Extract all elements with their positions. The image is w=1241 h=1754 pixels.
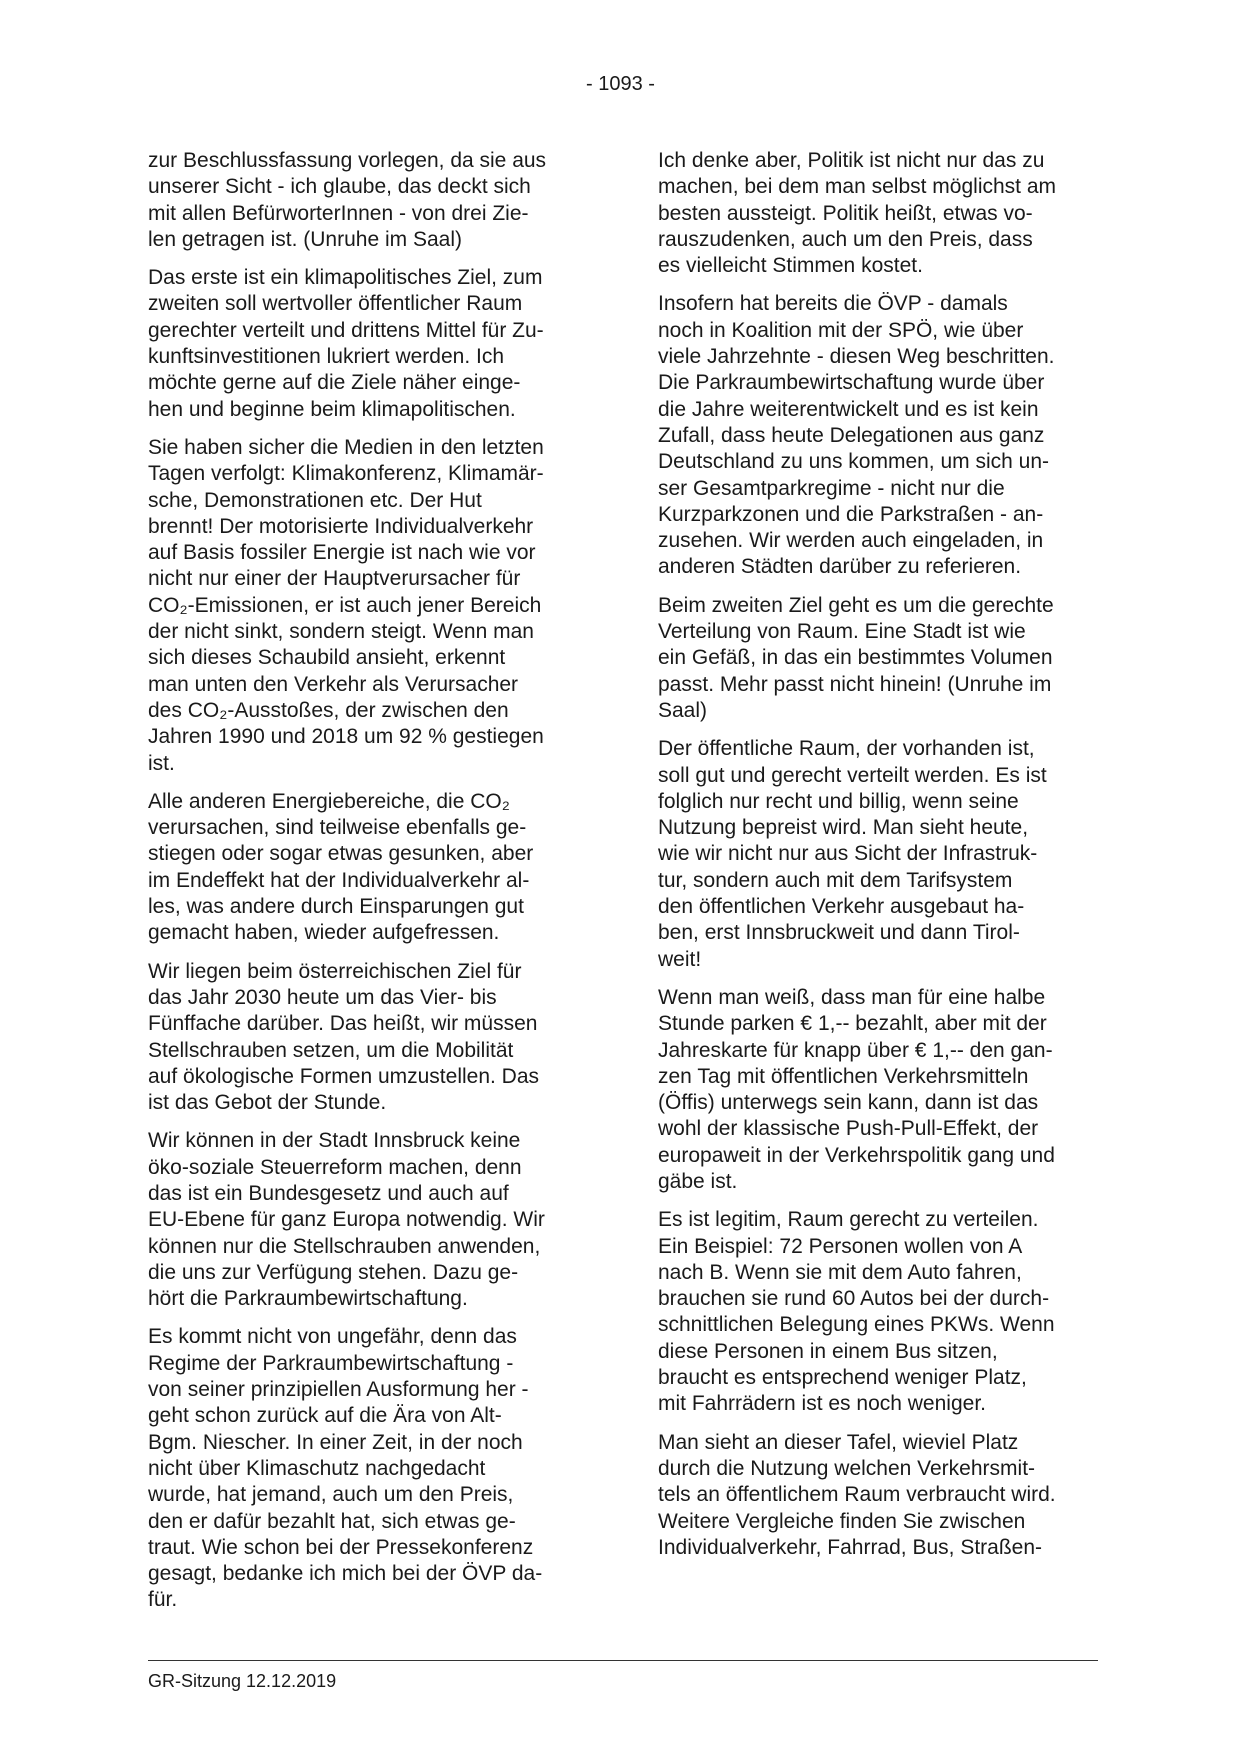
paragraph: Beim zweiten Ziel geht es um die gerechte Verteilung von Raum. Eine Stadt ist wie ein Gefäß, in das ein bestimmtes Volumen passt. Mehr passt nicht hinein! (Unruhe im Saal) [658,593,1054,722]
footer-divider [148,1660,1098,1661]
paragraph: Man sieht an dieser Tafel, wieviel Platz durch die Nutzung welchen Verkehrsmit- tels an öffentlichem Raum verbraucht wird. Weitere Vergleiche finden Sie zwischen Individualverkehr, Fahrrad, Bus, Straßen- [658,1430,1056,1559]
paragraph: Alle anderen Energiebereiche, die CO₂ verursachen, sind teilweise ebenfalls ge- stiegen oder sogar etwas gesunken, aber im Endeffekt hat der Individualverkehr al- les, was andere durch Einsparungen gut gemacht haben, wieder aufgefressen. [148,789,534,945]
paragraph: Ich denke aber, Politik ist nicht nur das zu machen, bei dem man selbst möglichst am besten aussteigt. Politik heißt, etwas vo- rauszudenken, auch um den Preis, dass es vielleicht Stimmen kostet. [658,149,1057,278]
paragraph: Sie haben sicher die Medien in den letzten Tagen verfolgt: Klimakonferenz, Klimamär- sche, Demonstrationen etc. Der Hut brennt! Der motorisierte Individualverkehr auf Basis fossiler Energie ist nach wie vor nicht nur einer der Hauptverursacher für CO₂-Emissionen, er ist auch jener Bereich der nicht sinkt, sondern steigt. Wenn man sich dieses Schaubild ansieht, erkennt man unten den Verkehr als Verursacher des CO₂-Ausstoßes, der zwischen den Jahren 1990 und 2018 um 92 % gestiegen ist. [148,435,544,775]
paragraph: Es ist legitim, Raum gerecht zu verteilen. Ein Beispiel: 72 Personen wollen von A nach B. Wenn sie mit dem Auto fahren, brauchen sie rund 60 Autos bei der durch- schnittlichen Belegung eines PKWs. Wenn diese Personen in einem Bus sitzen, braucht es entsprechend weniger Platz, mit Fahrrädern ist es noch weniger. [658,1208,1055,1416]
page-number: - 1093 - [586,73,655,95]
paragraph: Wenn man weiß, dass man für eine halbe Stunde parken € 1,-- bezahlt, aber mit der Jahreskarte für knapp über € 1,-- den gan- zen Tag mit öffentlichen Verkehrsmitteln (Öffis) unterwegs sein kann, dann ist das wohl der klassische Push-Pull-Effekt, der europaweit in der Verkehrspolitik gang und gäbe ist. [658,985,1055,1193]
footer-session-date: GR-Sitzung 12.12.2019 [148,1671,337,1691]
paragraph: Es kommt nicht von ungefähr, denn das Regime der Parkraumbewirtschaftung - von seiner prinzipiellen Ausformung her - geht schon zurück auf die Ära von Alt- Bgm. Niescher. In einer Zeit, in der noch nicht über Klimaschutz nachgedacht wurde, hat jemand, auch um den Preis, den er dafür bezahlt hat, sich etwas ge- traut. Wie schon bei der Pressekonferenz gesagt, bedanke ich mich bei der ÖVP da- für. [148,1325,543,1612]
left-column [148,148,588,1626]
paragraph: Wir liegen beim österreichischen Ziel für das Jahr 2030 heute um das Vier- bis Fünffache darüber. Das heißt, wir müssen Stellschrauben setzen, um die Mobilität auf ökologische Formen umzustellen. Das ist das Gebot der Stunde. [148,959,540,1115]
paragraph: zur Beschlussfassung vorlegen, da sie aus unserer Sicht - ich glaube, das deckt sich mit allen BefürworterInnen - von drei Zie- len getragen ist. (Unruhe im Saal) [148,149,547,251]
paragraph: Das erste ist ein klimapolitisches Ziel, zum zweiten soll wertvoller öffentlicher Raum gerechter verteilt und drittens Mittel für Zu- kunftsinvestitionen lukriert werden. Ich möchte gerne auf die Ziele näher einge- hen und beginne beim klimapolitischen. [148,266,544,421]
right-column [658,148,1098,1573]
paragraph: Wir können in der Stadt Innsbruck keine öko-soziale Steuerreform machen, denn das ist ein Bundesgesetz und auch auf EU-Ebene für ganz Europa notwendig. Wir können nur die Stellschrauben anwenden, die uns zur Verfügung stehen. Dazu ge- hört die Parkraumbewirtschaftung. [148,1129,545,1311]
paragraph: Insofern hat bereits die ÖVP - damals noch in Koalition mit der SPÖ, wie über viele Jahrzehnte - diesen Weg beschritten. Die Parkraumbewirtschaftung wurde über die Jahre weiterentwickelt und es ist kein Zufall, dass heute Delegationen aus ganz Deutschland zu uns kommen, um sich un- ser Gesamtparkregime - nicht nur die Kurzparkzonen und die Parkstraßen - an- zusehen. Wir werden auch eingeladen, in anderen Städten darüber zu referieren. [658,292,1055,579]
paragraph: Der öffentliche Raum, der vorhanden ist, soll gut und gerecht verteilt werden. Es ist folglich nur recht und billig, wenn seine Nutzung bepreist wird. Man sieht heute, wie wir nicht nur aus Sicht der Infrastruk- tur, sondern auch mit dem Tarifsystem den öffentlichen Verkehr ausgebaut ha- ben, erst Innsbruckweit und dann Tirol- weit! [658,737,1047,971]
